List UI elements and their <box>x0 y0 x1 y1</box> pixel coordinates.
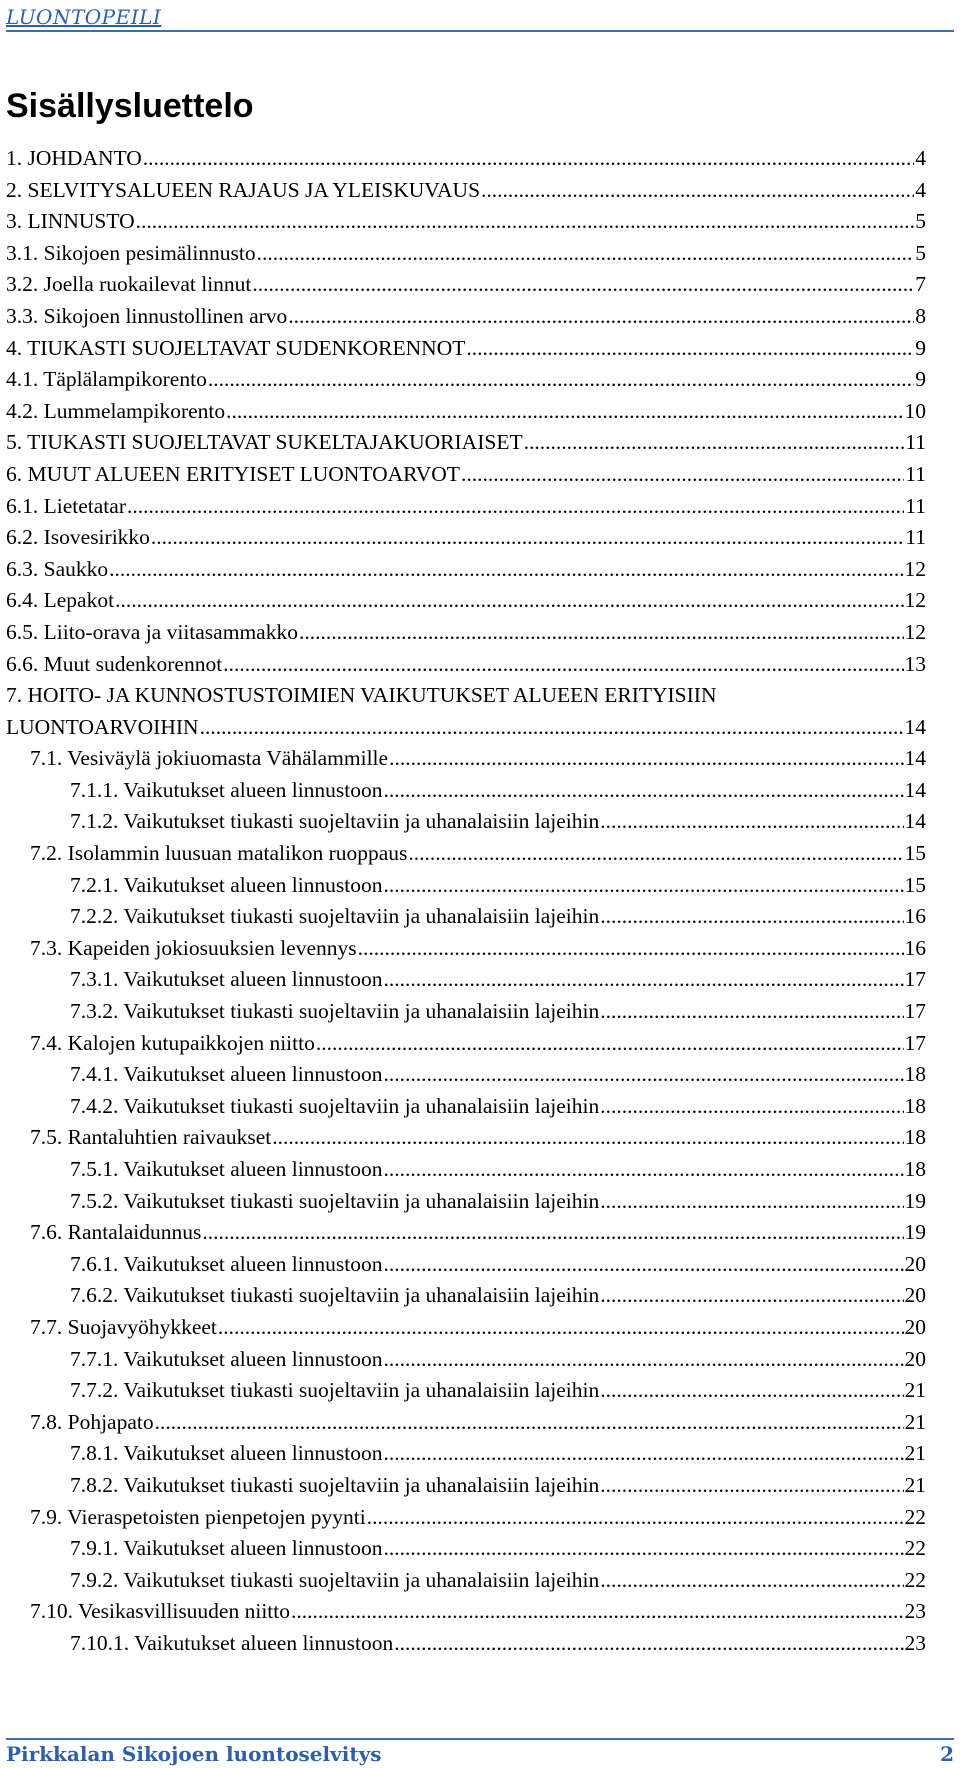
toc-leader-dots <box>600 1375 903 1407</box>
toc-page-number: 23 <box>904 1630 926 1655</box>
toc-entry[interactable] <box>6 870 926 902</box>
toc-page-number: 20 <box>904 1251 926 1276</box>
toc-page-number: 4 <box>915 177 926 202</box>
toc-page-number: 19 <box>904 1188 926 1213</box>
toc-entry-label: 4. TIUKASTI SUOJELTAVAT SUDENKORENNOT <box>6 335 466 360</box>
toc-entry[interactable] <box>6 1122 926 1154</box>
toc-leader-dots <box>155 1407 904 1439</box>
toc-entry-label: 7.8.1. Vaikutukset alueen linnustoon <box>70 1441 383 1466</box>
toc-page-number: 21 <box>904 1409 926 1434</box>
toc-entry-label: 7.4.1. Vaikutukset alueen linnustoon <box>70 1062 383 1087</box>
toc-page-number: 12 <box>904 619 926 644</box>
toc-entry-label: 7.10. Vesikasvillisuuden niitto <box>30 1599 290 1624</box>
toc-leader-dots <box>384 1154 904 1186</box>
toc-entry[interactable] <box>6 964 926 996</box>
toc-entry[interactable] <box>6 143 926 175</box>
toc-page-number: 16 <box>904 935 926 960</box>
toc-page-number: 5 <box>915 209 926 234</box>
toc-leader-dots <box>151 522 904 554</box>
toc-entry[interactable] <box>6 269 926 301</box>
toc-entry-label: 7.4. Kalojen kutupaikkojen niitto <box>30 1030 315 1055</box>
toc-page-number: 14 <box>904 746 926 771</box>
toc-entry[interactable] <box>6 617 926 649</box>
toc-entry[interactable] <box>6 1375 926 1407</box>
toc-entry-label: 7.3.1. Vaikutukset alueen linnustoon <box>70 967 383 992</box>
toc-leader-dots <box>384 964 904 996</box>
toc-page-number: 17 <box>904 967 926 992</box>
toc-leader-dots <box>408 838 903 870</box>
toc-leader-dots <box>367 1502 904 1534</box>
toc-page-number: 21 <box>904 1378 926 1403</box>
toc-entry[interactable] <box>6 364 926 396</box>
toc-entry[interactable] <box>6 1091 926 1123</box>
toc-leader-dots <box>524 427 905 459</box>
toc-leader-dots <box>226 396 903 428</box>
toc-leader-dots <box>358 933 904 965</box>
footer-title: Pirkkalan Sikojoen luontoselvitys <box>6 1742 382 1766</box>
toc-entry[interactable] <box>6 1217 926 1249</box>
toc-entry[interactable] <box>6 175 926 207</box>
toc-entry[interactable] <box>6 1628 926 1660</box>
toc-entry[interactable] <box>6 1407 926 1439</box>
toc-leader-dots <box>291 1596 904 1628</box>
toc-entry[interactable] <box>6 1028 926 1060</box>
toc-leader-dots <box>202 1217 903 1249</box>
toc-page-number: 21 <box>904 1441 926 1466</box>
toc-page-number: 15 <box>904 841 926 866</box>
toc-entry-label: 7.3. Kapeiden jokiosuuksien levennys <box>30 935 357 960</box>
toc-leader-dots <box>384 1438 904 1470</box>
toc-entry[interactable] <box>6 1438 926 1470</box>
toc-leader-dots <box>136 206 915 238</box>
toc-entry[interactable] <box>6 1280 926 1312</box>
footer-page-number: 2 <box>940 1742 954 1766</box>
toc-page-number: 22 <box>904 1567 926 1592</box>
toc-leader-dots <box>481 175 914 207</box>
toc-leader-dots <box>600 1470 903 1502</box>
toc-entry[interactable] <box>6 1312 926 1344</box>
toc-page-number: 18 <box>904 1093 926 1118</box>
toc-entry-label: 7.7.1. Vaikutukset alueen linnustoon <box>70 1346 383 1371</box>
toc-leader-dots <box>384 775 904 807</box>
toc-entry[interactable] <box>6 996 926 1028</box>
toc-entry-label: 7.1.2. Vaikutukset tiukasti suojeltaviin ja uhanalaisiin lajeihin <box>70 809 600 834</box>
toc-entry[interactable] <box>6 333 926 365</box>
toc-page-number: 18 <box>904 1157 926 1181</box>
toc-entry[interactable] <box>6 1186 926 1218</box>
toc-page-number: 11 <box>905 430 926 455</box>
toc-entry-label: 3.2. Joella ruokailevat linnut <box>6 272 252 297</box>
toc-entry-label: 7.2.2. Vaikutukset tiukasti suojeltaviin ja uhanalaisiin lajeihin <box>70 904 600 929</box>
toc-entry[interactable] <box>6 1249 926 1281</box>
toc-leader-dots <box>384 1344 904 1376</box>
toc-page-number: 19 <box>904 1220 926 1245</box>
toc-entry[interactable] <box>6 1154 926 1186</box>
toc-leader-dots <box>316 1028 904 1060</box>
toc-entry-label: 7.10.1. Vaikutukset alueen linnustoon <box>70 1630 394 1655</box>
toc-page-number: 14 <box>904 777 926 802</box>
toc-page-number: 21 <box>904 1472 926 1497</box>
toc-leader-dots <box>299 617 904 649</box>
header-brand: LUONTOPEILI <box>6 5 162 29</box>
toc-entry-label: 2. SELVITYSALUEEN RAJAUS JA YLEISKUVAUS <box>6 177 481 202</box>
toc-entry-label: 7.7. Suojavyöhykkeet <box>30 1314 217 1339</box>
toc-entry[interactable] <box>6 1533 926 1565</box>
toc-entry[interactable] <box>6 554 926 586</box>
toc-leader-dots <box>600 806 903 838</box>
toc-entry[interactable] <box>6 933 926 965</box>
toc-page-number: 23 <box>904 1599 926 1624</box>
toc-entry[interactable] <box>6 806 926 838</box>
toc-page-number: 11 <box>905 525 926 550</box>
toc-entry[interactable] <box>6 585 926 617</box>
toc-entry[interactable] <box>6 459 926 491</box>
toc-entry[interactable] <box>6 206 926 238</box>
toc-leader-dots <box>208 364 914 396</box>
toc-entry-label: 3.1. Sikojoen pesimälinnusto <box>6 240 256 265</box>
toc-page-number: 14 <box>904 714 926 739</box>
toc-leader-dots <box>257 238 915 270</box>
toc-leader-dots <box>600 1565 903 1597</box>
toc-entry-label: 4.1. Täplälampikorento <box>6 367 207 392</box>
toc-page-number: 11 <box>905 493 926 518</box>
toc-entry-label-continued: LUONTOARVOIHIN <box>6 714 199 739</box>
toc-page-number: 18 <box>904 1062 926 1087</box>
toc-page-number: 4 <box>915 146 926 170</box>
toc-entry[interactable] <box>6 1059 926 1091</box>
toc-page-number: 17 <box>904 999 926 1024</box>
toc-entry[interactable] <box>6 680 926 743</box>
toc-entry-label: 3.3. Sikojoen linnustollinen arvo <box>6 303 288 328</box>
toc-page-number: 5 <box>915 240 926 265</box>
toc-leader-dots <box>389 743 903 775</box>
toc-leader-dots <box>394 1628 903 1660</box>
toc-leader-dots <box>143 143 914 175</box>
toc-leader-dots <box>115 585 903 617</box>
toc-entry-label: 6. MUUT ALUEEN ERITYISET LUONTOARVOT <box>6 461 460 486</box>
toc-entry-label: 7.6.2. Vaikutukset tiukasti suojeltaviin ja uhanalaisiin lajeihin <box>70 1283 600 1308</box>
toc-page-number: 17 <box>904 1030 926 1055</box>
toc-page-number: 12 <box>904 556 926 581</box>
toc-page-number: 10 <box>904 398 926 423</box>
toc-entry[interactable] <box>6 1565 926 1597</box>
toc-entry-label: 7.7.2. Vaikutukset tiukasti suojeltaviin ja uhanalaisiin lajeihin <box>70 1378 600 1403</box>
toc-page-number: 13 <box>904 651 926 676</box>
page-header <box>6 4 954 32</box>
toc-leader-dots <box>109 554 903 586</box>
toc-entry-label: 7.2.1. Vaikutukset alueen linnustoon <box>70 872 383 897</box>
toc-entry-label: 6.2. Isovesirikko <box>6 525 150 550</box>
toc-leader-dots <box>288 301 914 333</box>
toc-entry[interactable] <box>6 1470 926 1502</box>
toc-entry-label: 6.3. Saukko <box>6 556 109 581</box>
toc-entry[interactable] <box>6 775 926 807</box>
toc-entry-label: 7.1. Vesiväylä jokiuomasta Vähälammille <box>30 746 389 771</box>
toc-entry-label: 7.6.1. Vaikutukset alueen linnustoon <box>70 1251 383 1276</box>
table-of-contents <box>6 143 926 1660</box>
toc-entry[interactable] <box>6 491 926 523</box>
toc-entry-label: 7.2. Isolammin luusuan matalikon ruoppaus <box>30 841 408 866</box>
toc-leader-dots <box>384 1249 904 1281</box>
toc-page-number: 22 <box>904 1504 926 1529</box>
toc-page-number: 11 <box>905 461 926 486</box>
toc-entry-label: 7.9. Vieraspetoisten pienpetojen pyynti <box>30 1504 366 1529</box>
toc-page-number: 22 <box>904 1536 926 1561</box>
toc-page-number: 9 <box>915 335 926 360</box>
toc-entry[interactable] <box>6 1344 926 1376</box>
toc-entry[interactable] <box>6 301 926 333</box>
toc-page-number: 16 <box>904 904 926 929</box>
toc-leader-dots <box>384 870 904 902</box>
toc-entry-label: 7.5. Rantaluhtien raivaukset <box>30 1125 272 1150</box>
toc-page-number: 15 <box>904 872 926 897</box>
toc-page-number: 20 <box>904 1346 926 1371</box>
toc-entry-label: 6.1. Lietetatar <box>6 493 126 518</box>
toc-leader-dots <box>223 649 903 681</box>
toc-entry-label: 7.9.2. Vaikutukset tiukasti suojeltaviin ja uhanalaisiin lajeihin <box>70 1567 600 1592</box>
toc-leader-dots <box>127 491 904 523</box>
toc-page-number: 7 <box>915 272 926 297</box>
toc-entry-label: 7.8. Pohjapato <box>30 1409 154 1434</box>
toc-entry-label: 6.6. Muut sudenkorennot <box>6 651 223 676</box>
toc-entry[interactable] <box>6 1502 926 1534</box>
toc-entry[interactable] <box>6 396 926 428</box>
toc-leader-dots <box>384 1533 904 1565</box>
toc-entry-label: 1. JOHDANTO <box>6 146 142 170</box>
toc-leader-dots <box>200 712 904 744</box>
toc-leader-dots <box>600 901 903 933</box>
toc-entry-label: 7.9.1. Vaikutukset alueen linnustoon <box>70 1536 383 1561</box>
toc-entry-label: 7.6. Rantalaidunnus <box>30 1220 202 1245</box>
toc-entry[interactable] <box>6 1596 926 1628</box>
toc-leader-dots <box>218 1312 904 1344</box>
toc-entry-label: 7.5.2. Vaikutukset tiukasti suojeltaviin ja uhanalaisiin lajeihin <box>70 1188 600 1213</box>
toc-entry[interactable] <box>6 901 926 933</box>
toc-page-number: 20 <box>904 1314 926 1339</box>
toc-entry[interactable] <box>6 238 926 270</box>
toc-entry-label: 7.1.1. Vaikutukset alueen linnustoon <box>70 777 383 802</box>
toc-leader-dots <box>600 1280 903 1312</box>
toc-entry[interactable] <box>6 427 926 459</box>
toc-entry-label: 6.4. Lepakot <box>6 588 115 613</box>
toc-entry[interactable] <box>6 838 926 870</box>
toc-entry[interactable] <box>6 522 926 554</box>
toc-leader-dots <box>600 1091 903 1123</box>
toc-entry-label: 4.2. Lummelampikorento <box>6 398 226 423</box>
toc-leader-dots <box>466 333 914 365</box>
toc-leader-dots <box>461 459 904 491</box>
toc-leader-dots <box>600 1186 903 1218</box>
toc-entry[interactable] <box>6 743 926 775</box>
page-title: Sisällysluettelo <box>6 87 254 125</box>
toc-leader-dots <box>384 1059 904 1091</box>
page-footer <box>6 1738 954 1768</box>
toc-entry-label: 7.3.2. Vaikutukset tiukasti suojeltaviin ja uhanalaisiin lajeihin <box>70 999 600 1024</box>
toc-entry-label: 5. TIUKASTI SUOJELTAVAT SUKELTAJAKUORIAISET <box>6 430 523 455</box>
toc-page-number: 20 <box>904 1283 926 1308</box>
toc-page-number: 9 <box>915 367 926 392</box>
toc-page-number: 8 <box>915 303 926 328</box>
toc-leader-dots <box>252 269 914 301</box>
toc-page-number: 14 <box>904 809 926 834</box>
toc-entry-label: 7.8.2. Vaikutukset tiukasti suojeltaviin ja uhanalaisiin lajeihin <box>70 1472 600 1497</box>
toc-entry-label: 7.5.1. Vaikutukset alueen linnustoon <box>70 1157 383 1181</box>
toc-entry[interactable] <box>6 649 926 681</box>
toc-entry-label: 6.5. Liito-orava ja viitasammakko <box>6 619 298 644</box>
toc-page-number: 18 <box>904 1125 926 1150</box>
toc-entry-label: 7.4.2. Vaikutukset tiukasti suojeltaviin ja uhanalaisiin lajeihin <box>70 1093 600 1118</box>
toc-leader-dots <box>272 1122 903 1154</box>
toc-entry-label: 7. HOITO- JA KUNNOSTUSTOIMIEN VAIKUTUKSET ALUEEN ERITYISIIN <box>6 683 717 708</box>
toc-entry-label: 3. LINNUSTO <box>6 209 135 234</box>
toc-page-number: 12 <box>904 588 926 613</box>
toc-leader-dots <box>600 996 903 1028</box>
